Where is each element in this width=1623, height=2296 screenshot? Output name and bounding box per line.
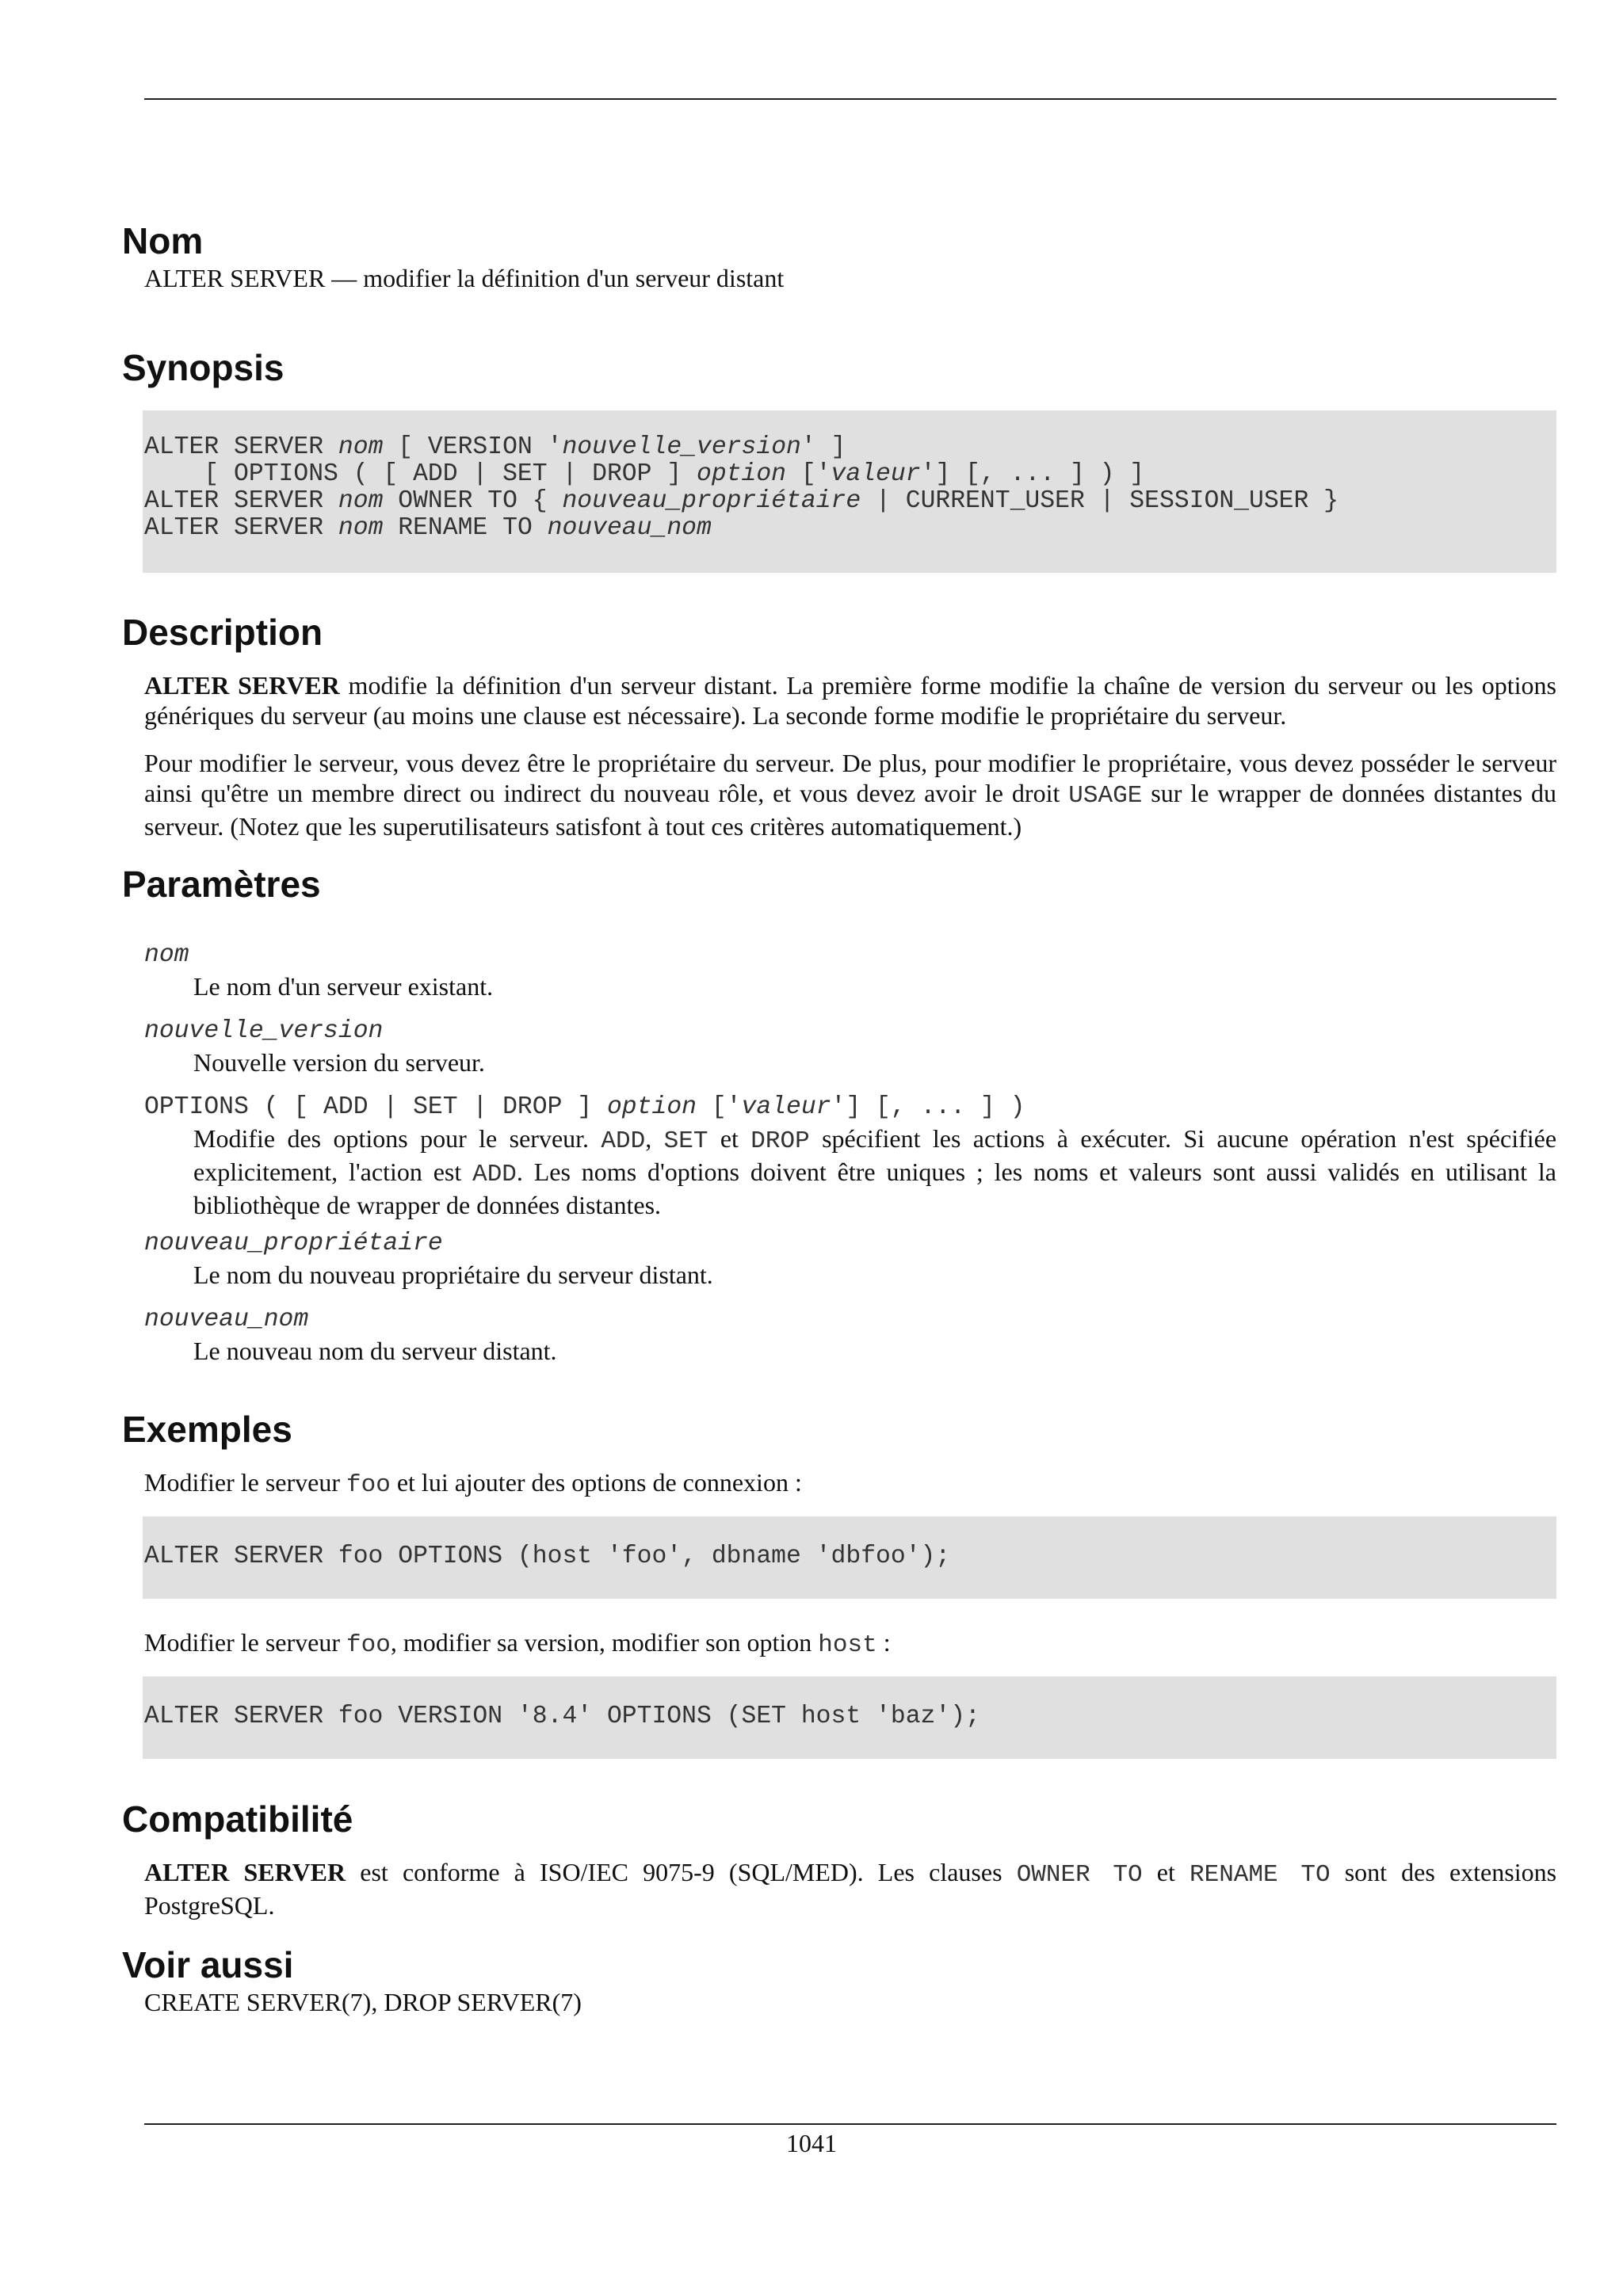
- param-definition: Le nom d'un serveur existant.: [193, 972, 494, 1001]
- replaceable-term: nouveau_nom: [144, 1306, 309, 1333]
- synopsis-line: [ OPTIONS ( [ ADD | SET | DROP ] option ['valeur'] [, ... ] ) ]: [144, 460, 1145, 488]
- example-intro-1: Modifier le serveur foo et lui ajouter des options de connexion :: [144, 1468, 802, 1499]
- inline-code: SET: [663, 1127, 708, 1155]
- inline-code: USAGE: [1068, 782, 1143, 810]
- replaceable-term: valeur: [831, 460, 921, 488]
- synopsis-line: ALTER SERVER nom RENAME TO nouveau_nom: [144, 514, 712, 542]
- section-heading-nom: Nom: [122, 220, 204, 261]
- inline-code: foo: [346, 1631, 391, 1659]
- param-term: [144, 941, 1556, 970]
- see-also-references: CREATE SERVER(7), DROP SERVER(7): [144, 1988, 582, 2016]
- param-term: [144, 1230, 1556, 1258]
- section-heading-voir-aussi: Voir aussi: [122, 1944, 294, 1985]
- compatibility-paragraph: ALTER SERVER est conforme à ISO/IEC 9075-9 (SQL/MED). Les clauses OWNER TO et RENAME TO sont des extensions PostgreSQL.: [144, 1858, 1557, 1920]
- footer-rule: [144, 2123, 1556, 2125]
- example-code-line: ALTER SERVER foo VERSION '8.4' OPTIONS (SET host 'baz');: [144, 1703, 980, 1730]
- example-code-block-2: [143, 1676, 1556, 1759]
- page-number: 1041: [786, 2129, 837, 2157]
- param-term: [144, 1306, 1556, 1334]
- replaceable-term: option: [606, 1093, 697, 1121]
- inline-code: ADD: [601, 1127, 646, 1155]
- replaceable-term: valeur: [741, 1093, 831, 1121]
- example-code-block-1: [143, 1516, 1556, 1599]
- replaceable-term: nouvelle_version: [562, 433, 801, 461]
- replaceable-term: option: [697, 460, 787, 488]
- section-heading-exemples: Exemples: [122, 1409, 292, 1450]
- description-paragraph-1: ALTER SERVER modifie la définition d'un serveur distant. La première forme modifie la chaîne de version du serveur ou les options génériques du serveur (au moins une clause est nécessaire). La seconde forme modifie le propriétaire du serveur.: [144, 671, 1557, 730]
- synopsis-line: ALTER SERVER nom OWNER TO { nouveau_propriétaire | CURRENT_USER | SESSION_USER }: [144, 487, 1339, 515]
- header-rule: [144, 98, 1556, 100]
- param-definition: Nouvelle version du serveur.: [193, 1048, 485, 1077]
- param-term: OPTIONS ( [ ADD | SET | DROP ] option ['valeur'] [, ... ] ): [144, 1093, 1025, 1121]
- example-code-line: ALTER SERVER foo OPTIONS (host 'foo', dbname 'dbfoo');: [144, 1543, 951, 1570]
- replaceable-term: nouveau_propriétaire: [562, 487, 861, 515]
- replaceable-term: nom: [338, 433, 384, 461]
- inline-code: RENAME TO: [1190, 1861, 1331, 1889]
- replaceable-term: nom: [338, 514, 384, 542]
- param-definition: Le nom du nouveau propriétaire du serveur distant.: [193, 1261, 713, 1289]
- inline-code: host: [818, 1631, 877, 1659]
- synopsis-line: ALTER SERVER nom [ VERSION 'nouvelle_version' ]: [144, 433, 846, 461]
- replaceable-term: nouveau_propriétaire: [144, 1230, 443, 1257]
- inline-code: foo: [346, 1471, 391, 1499]
- section-heading-compatibilite: Compatibilité: [122, 1798, 353, 1840]
- section-heading-description: Description: [122, 612, 323, 653]
- inline-code: OWNER TO: [1016, 1861, 1143, 1889]
- param-definition: Modifie des options pour le serveur. ADD, SET et DROP spécifient les actions à exécuter. Si aucune opération n'est spécifiée explicitement, l'action est ADD. Les noms d'options doivent être uniques ; les noms et valeurs sont aussi validés en utilisant la bibliothèque de wrapper de données distantes.: [193, 1124, 1557, 1219]
- replaceable-term: nom: [144, 941, 189, 969]
- refname-purpose: ALTER SERVER — modifier la définition d'un serveur distant: [144, 264, 785, 292]
- example-intro-2: Modifier le serveur foo, modifier sa version, modifier son option host :: [144, 1628, 891, 1659]
- param-definition: Le nouveau nom du serveur distant.: [193, 1337, 557, 1365]
- replaceable-term: nouvelle_version: [144, 1017, 384, 1045]
- replaceable-term: nouveau_nom: [547, 514, 712, 542]
- section-heading-parametres: Paramètres: [122, 864, 321, 905]
- inline-code: ADD: [472, 1161, 517, 1188]
- synopsis-code-block: [143, 410, 1556, 573]
- param-term: [144, 1017, 1556, 1046]
- replaceable-term: nom: [338, 487, 384, 515]
- inline-code: DROP: [750, 1127, 810, 1155]
- command-name: ALTER SERVER: [144, 1858, 346, 1886]
- section-heading-synopsis: Synopsis: [122, 347, 285, 388]
- command-name: ALTER SERVER: [144, 671, 340, 700]
- description-paragraph-2: Pour modifier le serveur, vous devez être le propriétaire du serveur. De plus, pour modifier le propriétaire, vous devez posséder le serveur ainsi qu'être un membre direct ou indirect du nouveau rôle, et vous devez avoir le droit USAGE sur le wrapper de données distantes du serveur. (Notez que les superutilisateurs satisfont à tout ces critères automatiquement.): [144, 749, 1557, 841]
